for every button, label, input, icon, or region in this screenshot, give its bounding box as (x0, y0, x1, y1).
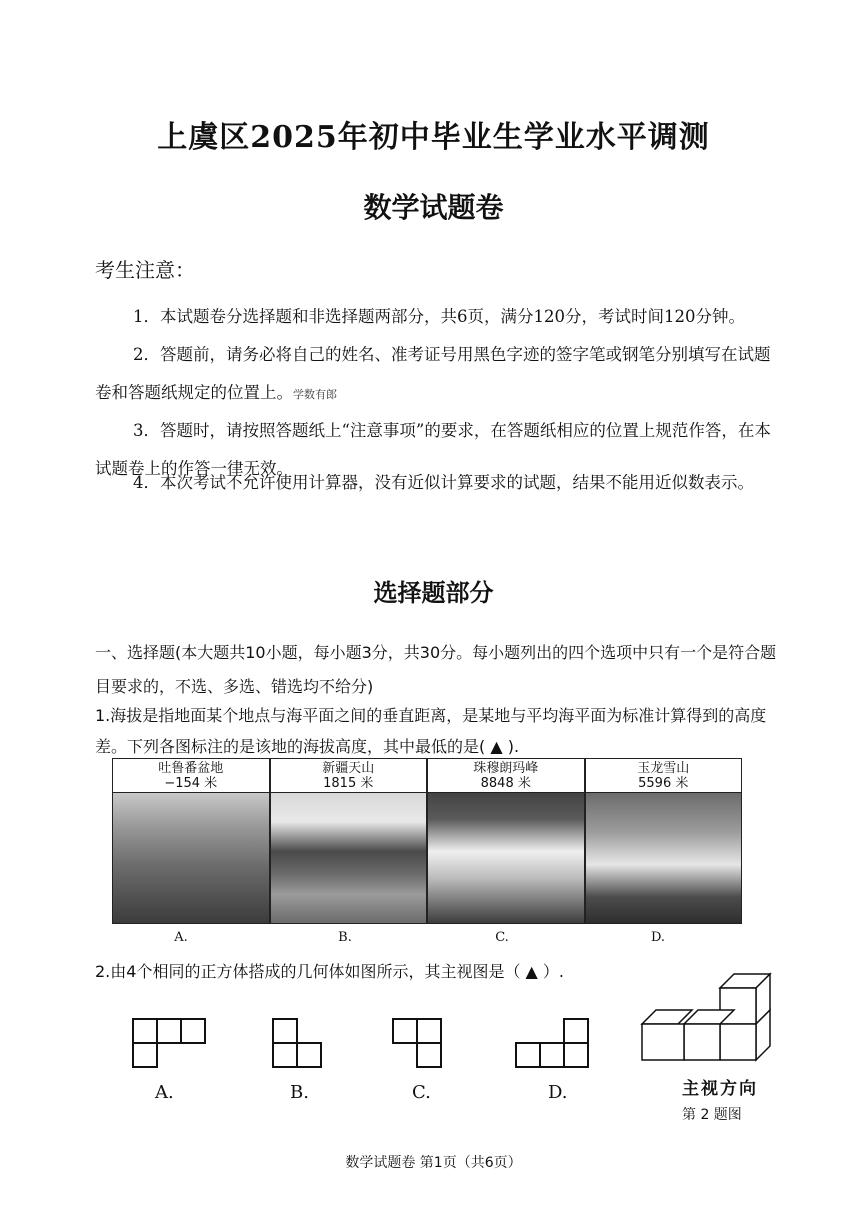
section-intro: 一、选择题(本大题共10小题，每小题3分，共30分。每小题列出的四个选项中只有一个是符合题目要求的，不选、多选、错选均不给分) (95, 643, 777, 696)
question-2-text: 2.由4个相同的正方体搭成的几何体如图所示，其主视图是（ ▲ ）. (95, 962, 565, 981)
section-title: 选择题部分 (373, 578, 494, 607)
exam-subtitle: 数学试题卷 (363, 191, 504, 224)
photo-option-c: 珠穆朗玛峰 8848 米 (427, 758, 585, 924)
notice-item-1: 1．本试题卷分选择题和非选择题两部分，共6页，满分120分，考试时间120分钟。 (133, 307, 745, 326)
figure-caption: 第 2 题图 (682, 1107, 742, 1123)
notice-item-3: 3．答题时，请按照答题纸上“注意事项”的要求，在答题纸相应的位置上规范作答，在本试题卷上的作答一律无效。 (95, 421, 771, 478)
option-c-label: C. (495, 930, 509, 945)
option-b-label: B. (338, 930, 352, 945)
q2-option-b-label: B. (290, 1082, 309, 1103)
page-footer: 数学试题卷 第1页（共6页） (345, 1155, 522, 1171)
direction-label: 主视方向 (682, 1079, 758, 1099)
tianshan-photo (271, 793, 427, 923)
q2-option-d-label: D. (548, 1082, 568, 1103)
question-1-text: 1.海拔是指地面某个地点与海平面之间的垂直距离，是某地与平均海平面为标准计算得到的高度差。下列各图标注的是该地的海拔高度，其中最低的是( ▲ ). (95, 706, 767, 756)
watermark-text: 学数有郎 (293, 388, 337, 401)
option-d-label: D. (650, 930, 666, 945)
basin-photo (113, 793, 269, 923)
q2-option-a-label: A. (155, 1082, 174, 1103)
photo-option-d: 玉龙雪山 5596 米 (585, 758, 743, 924)
exam-title: 上虞区2025年初中毕业生学业水平调测 (157, 120, 710, 155)
cube-stack-figure (636, 966, 776, 1076)
photo-option-b: 新疆天山 1815 米 (270, 758, 428, 924)
notice-item-2: 2．答题前，请务必将自己的姓名、准考证号用黑色字迹的签字笔或钢笔分别填写在试题卷和答题纸规定的位置上。学数有郎 (95, 345, 771, 402)
yulong-photo (586, 793, 742, 923)
option-a-label: A. (174, 930, 188, 945)
question-1-photos (112, 758, 742, 924)
everest-photo (428, 793, 584, 923)
notice-heading: 考生注意： (95, 258, 195, 282)
photo-option-a: 吐鲁番盆地 −154 米 (112, 758, 270, 924)
notice-item-4: 4．本次考试不允许使用计算器，没有近似计算要求的试题，结果不能用近似数表示。 (133, 473, 754, 492)
q2-option-c-label: C. (412, 1082, 431, 1103)
